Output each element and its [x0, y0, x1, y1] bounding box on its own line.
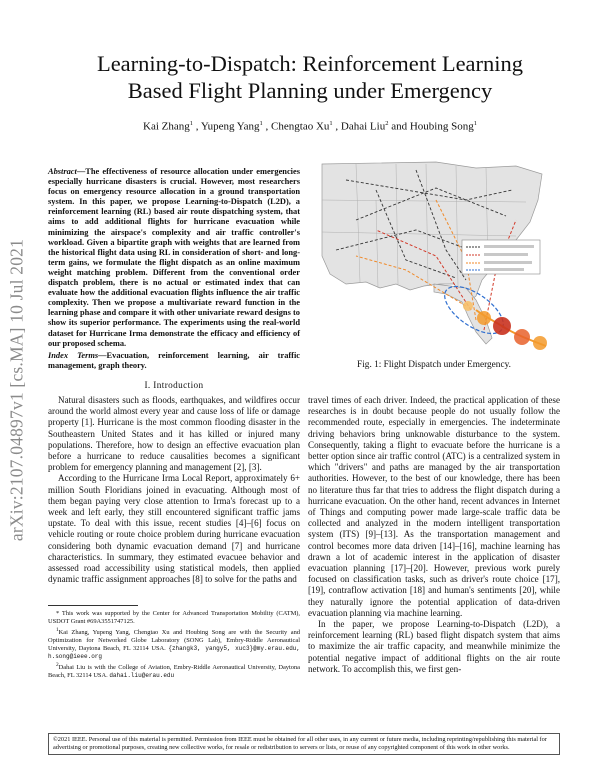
arxiv-id: arXiv:2107.04897v1 [cs.MA] 10 Jul 2021	[6, 238, 27, 542]
footnote-text: Kai Zhang, Yupeng Yang, Chengtao Xu and Houbing Song are with the Security and Optimization for Networked Globe Laboratory (SONG Lab), Embry-Riddle Aeronautical University, Daytona Beach, FL 32114 USA.	[48, 629, 300, 653]
author-name: Houbing Song	[409, 120, 474, 133]
author-separator: ,	[332, 120, 341, 133]
storm-marker	[463, 301, 473, 311]
author-affiliation-mark: 1	[473, 120, 477, 127]
footnote-affiliation-1	[48, 626, 300, 661]
storm-marker	[493, 317, 511, 335]
intro-column-left	[48, 395, 300, 585]
author-name: Kai Zhang	[143, 120, 190, 133]
paper-title	[40, 50, 580, 104]
author-name: Chengtao Xu	[271, 120, 330, 133]
storm-marker	[477, 311, 491, 325]
footnotes	[48, 605, 300, 680]
title-line-1: Learning-to-Dispatch: Reinforcement Learning	[96, 51, 524, 76]
storm-marker	[514, 329, 530, 345]
author-name: Yupeng Yang	[200, 120, 260, 133]
footnote-affiliation-2	[48, 661, 300, 680]
section-heading: I. Introduction	[144, 380, 204, 390]
paragraph: travel times of each driver. Indeed, the practical application of these researches is in doubt because people do not usually follow the recommended route, especially in emergencies. The indeterminate driving behaviors bring unknowable disturbance to the system. Consequently, taking a flight to evacuate before the hurricane is a better option since air traffic control (ATC) is a centralized system in which "drivers" and paths are managed by the air transportation authorities. However, to the best of our knowledge, there has been no literature thus far that tries to address the flight dispatch during a hurricane evacuation. On the other hand, recent advances in Internet of Things and computing power made large-scale traffic data be collected and analyzed in the modern intelligent transportation system (ITS) [9]–[13]. As the transportation management and control becomes more data driven [14]–[16], machine learning has drawn a lot of academic interest in the application of disaster evacuation planning [17]–[20]. However, previous work purely focused on classification tasks, such as driver's route choice [17], [19], contraflow activation [18] and human's sentiments [20], while they naturally ignore the potential application of data-driven evacuation planning via machine learning.	[308, 395, 560, 618]
index-terms-text: —Evacuation, reinforcement learning, air traffic management, graph theory.	[48, 351, 301, 371]
footnote-funding: * This work was supported by the Center for Advanced Transportation Mobility (CATM), USDOT Grant #69A3551747125.	[48, 610, 300, 625]
arxiv-sidebar-stamp	[6, 200, 28, 580]
footnote-mark: 1	[56, 627, 59, 633]
author-separator: ,	[193, 120, 201, 133]
figure-flight-map	[316, 160, 552, 350]
us-land	[322, 162, 542, 302]
author-affiliation-mark: 2	[385, 120, 389, 127]
footnote-emails: {zhangk3, yangy5, xuc3}@my.erau.edu, h.song@ieee.org	[48, 645, 300, 661]
index-terms-label: Index Terms	[48, 351, 99, 360]
abstract	[48, 167, 300, 349]
intro-column-right	[308, 395, 560, 675]
author-name: Dahai Liu	[340, 120, 386, 133]
index-terms	[48, 351, 300, 371]
author-affiliation-mark: 1	[259, 120, 263, 127]
author-separator: and	[388, 120, 410, 133]
author-list	[40, 120, 580, 133]
flight-dispatch-map	[316, 160, 552, 350]
author-separator: ,	[262, 120, 272, 133]
abstract-label: Abstract	[48, 167, 77, 176]
author-affiliation-mark: 1	[189, 120, 194, 127]
title-line-2: Based Flight Planning under Emergency	[127, 78, 493, 103]
footnote-mark: 2	[56, 662, 59, 669]
author-affiliation-mark: 1	[329, 120, 333, 127]
figure-caption: Fig. 1: Flight Dispatch under Emergency.	[357, 360, 511, 370]
paragraph: According to the Hurricane Irma Local Report, approximately 6+ million South Floridians joined in evacuating. Although most of them began paying very close attention to Irma's forecast up to a week and left early, they still encountered significant traffic jams upstate. To deal with this issue, recent studies [4]–[6] focus on vehicle routing or route choice problem during hurricane evacuation considering both dynamic evacuation demand [7] and hurricane characteristics. In summary, they estimated evacuee behavior and assessed road accessibility using statistical models, then applied dynamic traffic assignment approaches [8] to solve for the paths and	[48, 473, 300, 585]
paragraph: Natural disasters such as floods, earthquakes, and wildfires occur around the world almost every year and cause loss of life or damage property [1]. Hurricane is the most common flooding disaster in the Southeastern United States and it has killed or injured many populations. Therefore, how to design an effective evacuation plan before a hurricane to reduce causalities becomes a significant problem for emergency planning and management [2], [3].	[48, 395, 300, 473]
storm-marker	[533, 336, 547, 350]
abstract-text: —The effectiveness of resource allocation under emergencies especially hurricane disasters is crucial. However, most researchers focus on emergency resource allocation in a ground transportation system. In this paper, we propose Learning-to-Dispatch (L2D), a reinforcement learning (RL) based air route dispatching system, that aims to add additional flights for hurricane evacuation while minimizing the airspace's complexity and air traffic controller's workload. Given a bipartite graph with weights that are learned from the historical flight data using RL in consideration of short- and long-term gains, we formulate the flight dispatch as an online maximum weight matching problem. Different from the conventional order dispatch problem, there is no actual or estimated index that can evaluate how the additional evacuation flights influence the air traffic complexity. Then we propose a multivariate reward function in the learning phase and compare it with other univariate reward designs to show its superior performance. The experiments using the real-world dataset for Hurricane Irma demonstrate the efficacy and efficiency of our proposed schema.	[48, 167, 300, 348]
footnote-rule	[48, 605, 138, 606]
footnote-text: Dahai Liu is with the College of Aviation, Embry-Riddle Aeronautical University, Daytona Beach, FL 32114 USA.	[48, 664, 300, 680]
footnote-email: dahai.liu@erau.edu	[109, 672, 175, 680]
paragraph: In the paper, we propose Learning-to-Dispatch (L2D), a reinforcement learning (RL) based flight dispatch system that aims to maximize the air traffic capacity, and meanwhile minimize the potential negative impact of additional flights on the air route network. To accomplish this, we first gen-	[308, 619, 560, 674]
map-legend	[462, 240, 540, 274]
copyright-notice: ©2021 IEEE. Personal use of this material is permitted. Permission from IEEE must be obtained for all other uses, in any current or future media, including reprinting/republishing this material for advertising or promotional purposes, creating new collective works, for resale or redistribution to servers or lists, or reuse of any copyrighted component of this work in other works.	[48, 733, 560, 755]
